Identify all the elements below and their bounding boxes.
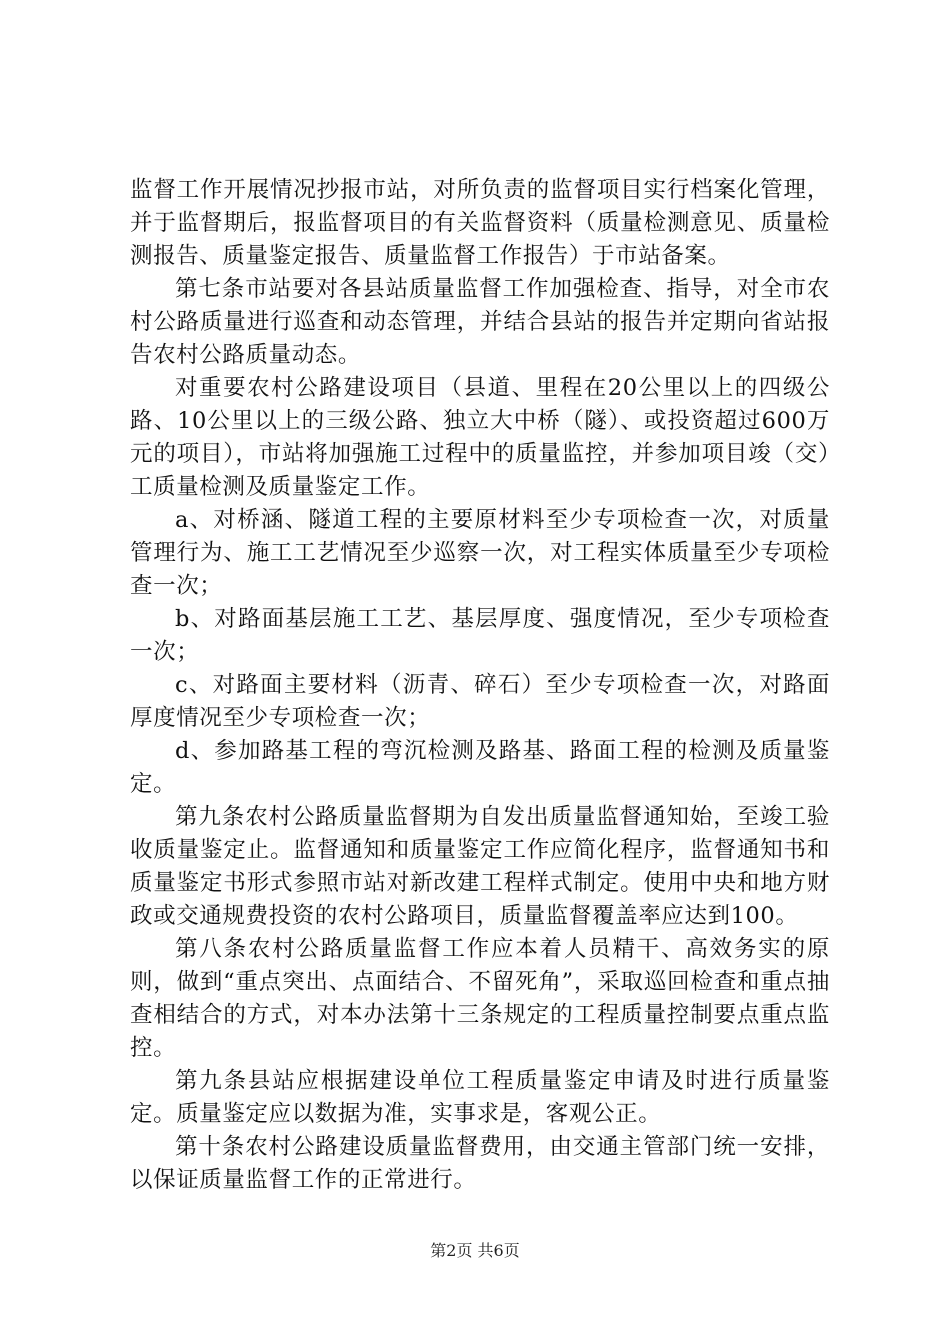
paragraph-5: b、对路面基层施工工艺、基层厚度、强度情况，至少专项检查一次；: [130, 606, 830, 665]
paragraph-9: 第八条农村公路质量监督工作应本着人员精干、高效务实的原则，做到“重点突出、点面结合、不留死角”，采取巡回检查和重点抽查相结合的方式，对本办法第十三条规定的工程质量控制要点重点监控。: [130, 936, 830, 1061]
paragraph-6: c、对路面主要材料（沥青、碎石）至少专项检查一次，对路面厚度情况至少专项检查一次；: [130, 672, 830, 731]
paragraph-4: a、对桥涵、隧道工程的主要原材料至少专项检查一次，对质量管理行为、施工工艺情况至少巡察一次，对工程实体质量至少专项检查一次；: [130, 507, 830, 599]
paragraph-8: 第九条农村公路质量监督期为自发出质量监督通知始，至竣工验收质量鉴定止。监督通知和质量鉴定工作应简化程序，监督通知书和质量鉴定书形式参照市站对新改建工程样式制定。使用中央和地方财政或交通规费投资的农村公路项目，质量监督覆盖率应达到100。: [130, 804, 830, 929]
paragraph-1: 监督工作开展情况抄报市站，对所负责的监督项目实行档案化管理，并于监督期后，报监督项目的有关监督资料（质量检测意见、质量检测报告、质量鉴定报告、质量监督工作报告）于市站备案。: [130, 177, 830, 269]
paragraph-11: 第十条农村公路建设质量监督费用，由交通主管部门统一安排，以保证质量监督工作的正常进行。: [130, 1134, 830, 1193]
page-number-footer: 第2页 共6页: [430, 1241, 520, 1260]
paragraph-3: 对重要农村公路建设项目（县道、里程在20公里以上的四级公路、10公里以上的三级公路、独立大中桥（隧）、或投资超过600万元的项目），市站将加强施工过程中的质量监控，并参加项目竣（交）工质量检测及质量鉴定工作。: [130, 375, 830, 500]
paragraph-2: 第七条市站要对各县站质量监督工作加强检查、指导，对全市农村公路质量进行巡查和动态管理，并结合县站的报告并定期向省站报告农村公路质量动态。: [130, 276, 830, 368]
paragraph-7: d、参加路基工程的弯沉检测及路基、路面工程的检测及质量鉴定。: [130, 738, 830, 797]
paragraph-10: 第九条县站应根据建设单位工程质量鉴定申请及时进行质量鉴定。质量鉴定应以数据为准，实事求是，客观公正。: [130, 1068, 830, 1127]
document-body: [130, 174, 830, 1197]
